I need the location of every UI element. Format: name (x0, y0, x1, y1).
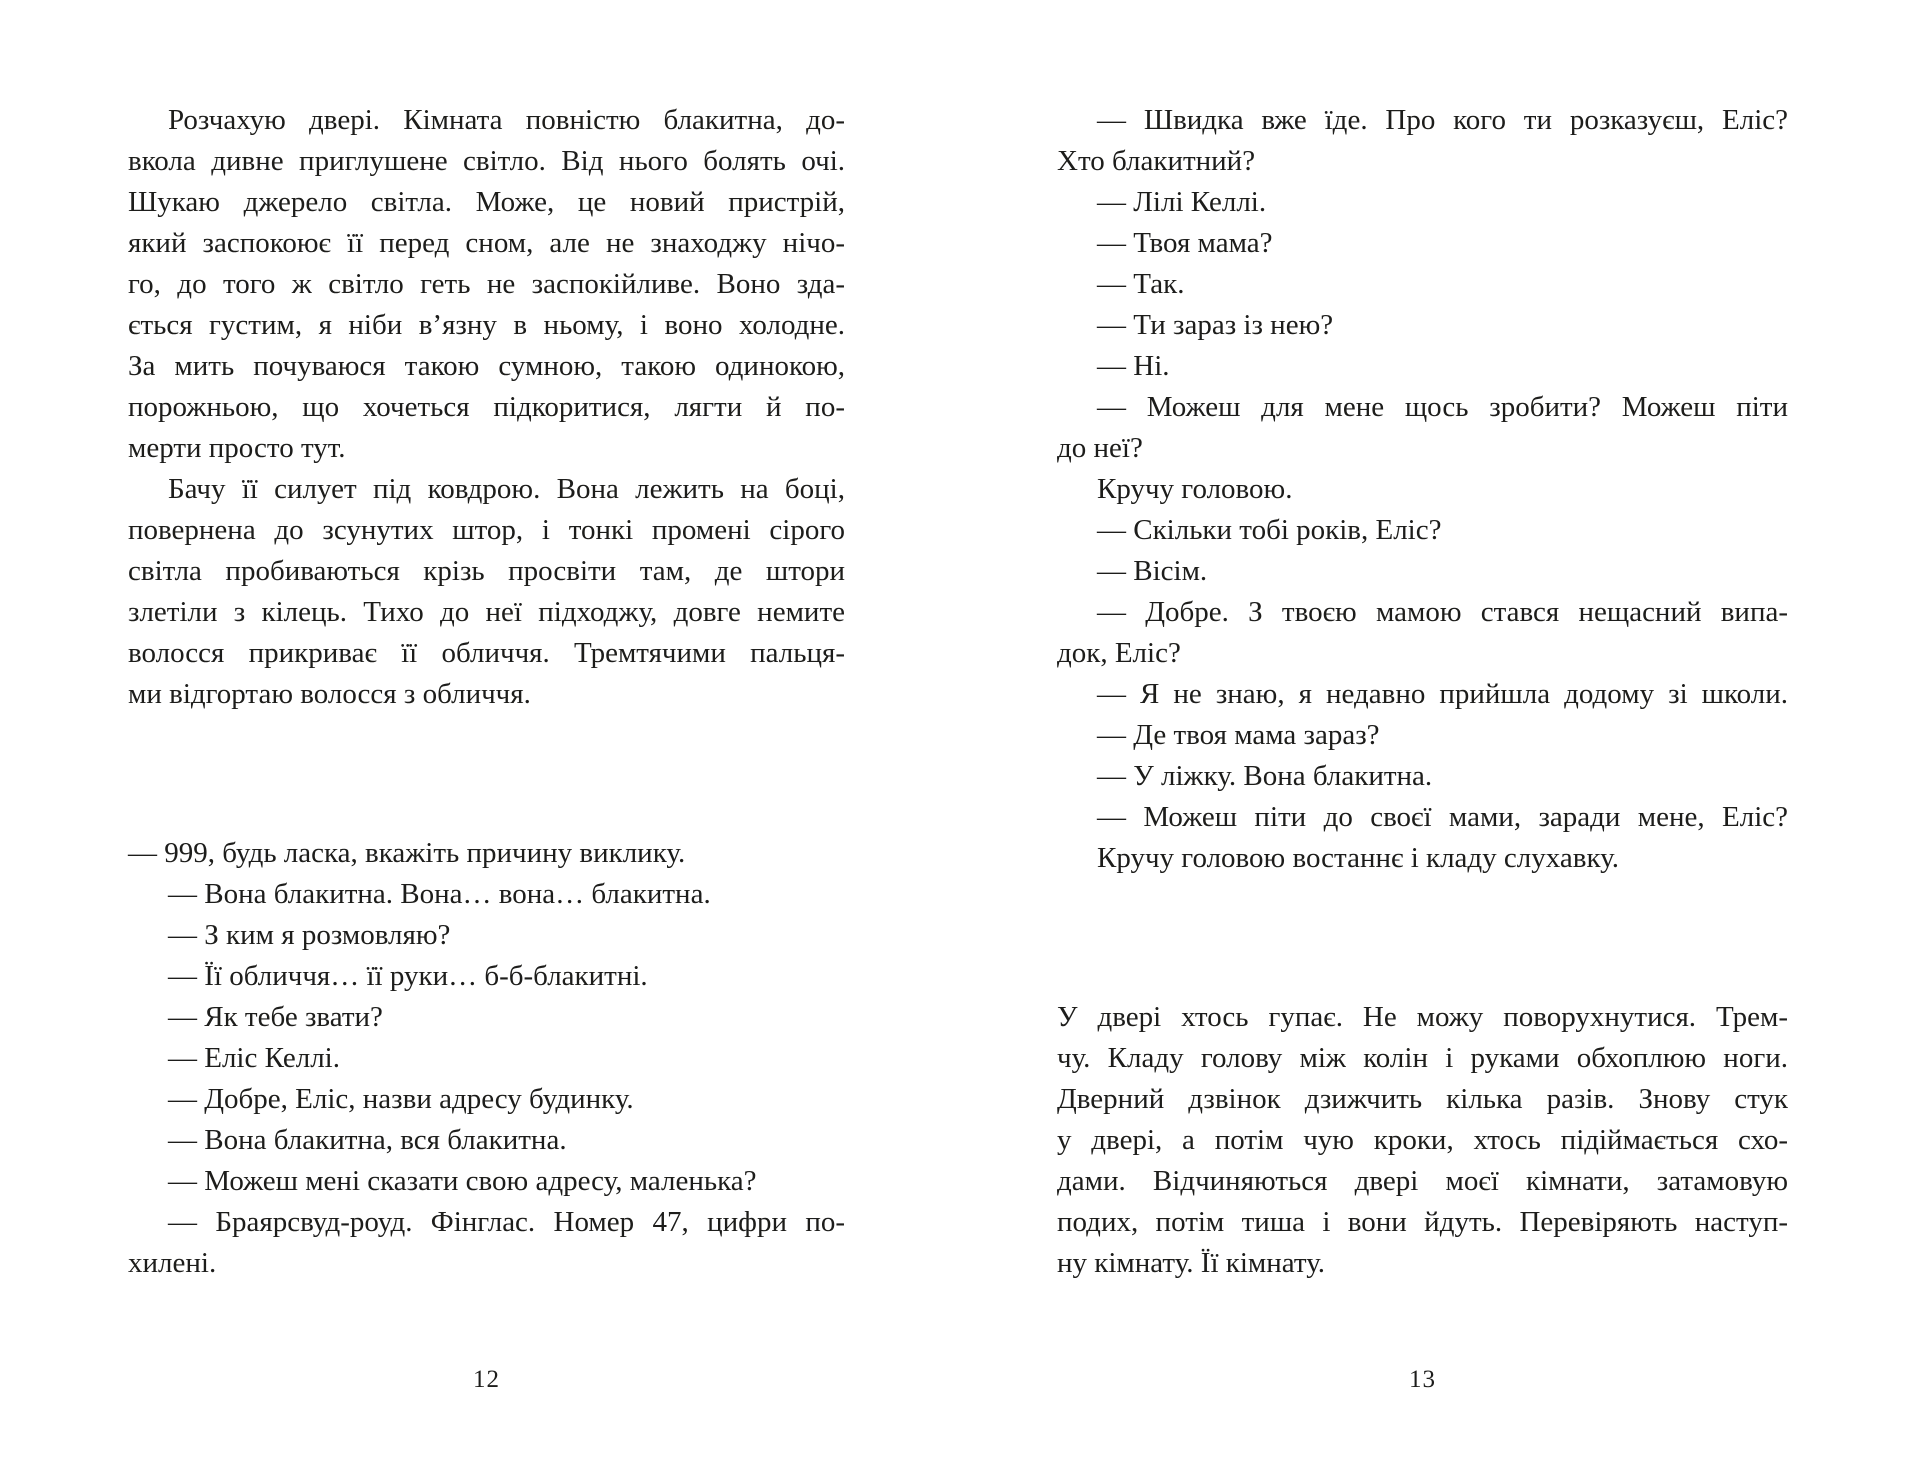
text-line: — З ким я розмовляю? (168, 919, 451, 951)
page-text-column (128, 100, 845, 1284)
text-line: волосся прикриває її обличчя. Тремтячими пальця- (128, 637, 845, 669)
text-line: — У ліжку. Вона блакитна. (1097, 760, 1433, 792)
page-number: 12 (473, 1366, 500, 1393)
text-line: — Добре, Еліс, назви адресу будинку. (168, 1083, 634, 1115)
text-line: — Ні. (1097, 350, 1170, 382)
text-line: — 999, будь ласка, вкажіть причину виклику. (128, 837, 686, 869)
text-line: ми відгортаю волосся з обличчя. (128, 678, 531, 710)
text-line: док, Еліс? (1057, 637, 1181, 669)
text-line: вкола дивне приглушене світло. Від нього болять очі. (128, 145, 845, 177)
text-line: — Можеш для мене щось зробити? Можеш піти (1097, 391, 1788, 423)
text-line: — Ти зараз із нею? (1097, 309, 1334, 341)
text-line: ється густим, я ніби в’язну в ньому, і воно холодне. (128, 309, 845, 341)
page-number: 13 (1409, 1366, 1436, 1393)
text-line: — Я не знаю, я недавно прийшла додому зі школи. (1097, 678, 1788, 710)
text-line: Кручу головою. (1097, 473, 1293, 505)
text-line: — Скільки тобі років, Еліс? (1097, 514, 1442, 546)
text-line: у двері, а потім чую кроки, хтось підіймається схо- (1057, 1124, 1788, 1156)
text-line: — Вісім. (1097, 555, 1208, 587)
text-line: хилені. (128, 1247, 217, 1279)
text-line: — Як тебе звати? (168, 1001, 383, 1033)
text-line: дами. Відчиняються двері моєї кімнати, затамовую (1057, 1165, 1788, 1197)
text-line: — Твоя мама? (1097, 227, 1273, 259)
text-line: — Вона блакитна, вся блакитна. (168, 1124, 567, 1156)
text-line: — Де твоя мама зараз? (1097, 719, 1380, 751)
text-line: го, до того ж світло геть не заспокійливе. Воно зда- (128, 268, 845, 300)
text-line: Шукаю джерело світла. Може, це новий пристрій, (128, 186, 845, 218)
text-line: — Добре. З твоєю мамою стався нещасний випа- (1097, 596, 1788, 628)
text-line: — Можеш піти до своєї мами, заради мене, Еліс? (1097, 801, 1788, 833)
text-line: який заспокоює її перед сном, але не знаходжу нічо- (128, 227, 845, 259)
text-line: За мить почуваюся такою сумною, такою одинокою, (128, 350, 845, 382)
text-line: подих, потім тиша і вони йдуть. Перевіряють наступ- (1057, 1206, 1788, 1238)
text-line: злетіли з кілець. Тихо до неї підходжу, довге немите (128, 596, 845, 628)
text-line: — Так. (1097, 268, 1185, 300)
text-line: порожньою, що хочеться підкоритися, лягти й по- (128, 391, 845, 423)
text-line: У двері хтось гупає. Не можу поворухнутися. Трем- (1057, 1001, 1788, 1033)
text-line: Розчахую двері. Кімната повністю блакитна, до- (168, 104, 845, 136)
text-line: — Лілі Келлі. (1097, 186, 1267, 218)
text-line: чу. Кладу голову між колін і руками обхоплюю ноги. (1057, 1042, 1788, 1074)
page-right (960, 0, 1920, 1477)
text-line: повернена до зсунутих штор, і тонкі промені сірого (128, 514, 845, 546)
text-line: — Вона блакитна. Вона… вона… блакитна. (168, 878, 711, 910)
text-line: — Браярсвуд-роуд. Фінглас. Номер 47, цифри по- (168, 1206, 845, 1238)
text-line: світла пробиваються крізь просвіти там, де штори (128, 555, 845, 587)
text-line: — Її обличчя… її руки… б-б-блакитні. (168, 960, 648, 992)
text-line: до неї? (1057, 432, 1143, 464)
text-line: Хто блакитний? (1057, 145, 1256, 177)
text-line: Бачу її силует під ковдрою. Вона лежить на боці, (168, 473, 845, 505)
text-line: — Швидка вже їде. Про кого ти розказуєш, Еліс? (1097, 104, 1788, 136)
text-line: — Еліс Келлі. (168, 1042, 340, 1074)
page-text-column (1057, 100, 1788, 1284)
text-line: Дверний дзвінок дзижчить кілька разів. Знову стук (1057, 1083, 1788, 1115)
text-line: Кручу головою востаннє і кладу слухавку. (1097, 842, 1619, 874)
text-line: мерти просто тут. (128, 432, 346, 464)
text-line: — Можеш мені сказати свою адресу, маленька? (168, 1165, 757, 1197)
text-line: ну кімнату. Її кімнату. (1057, 1247, 1326, 1279)
